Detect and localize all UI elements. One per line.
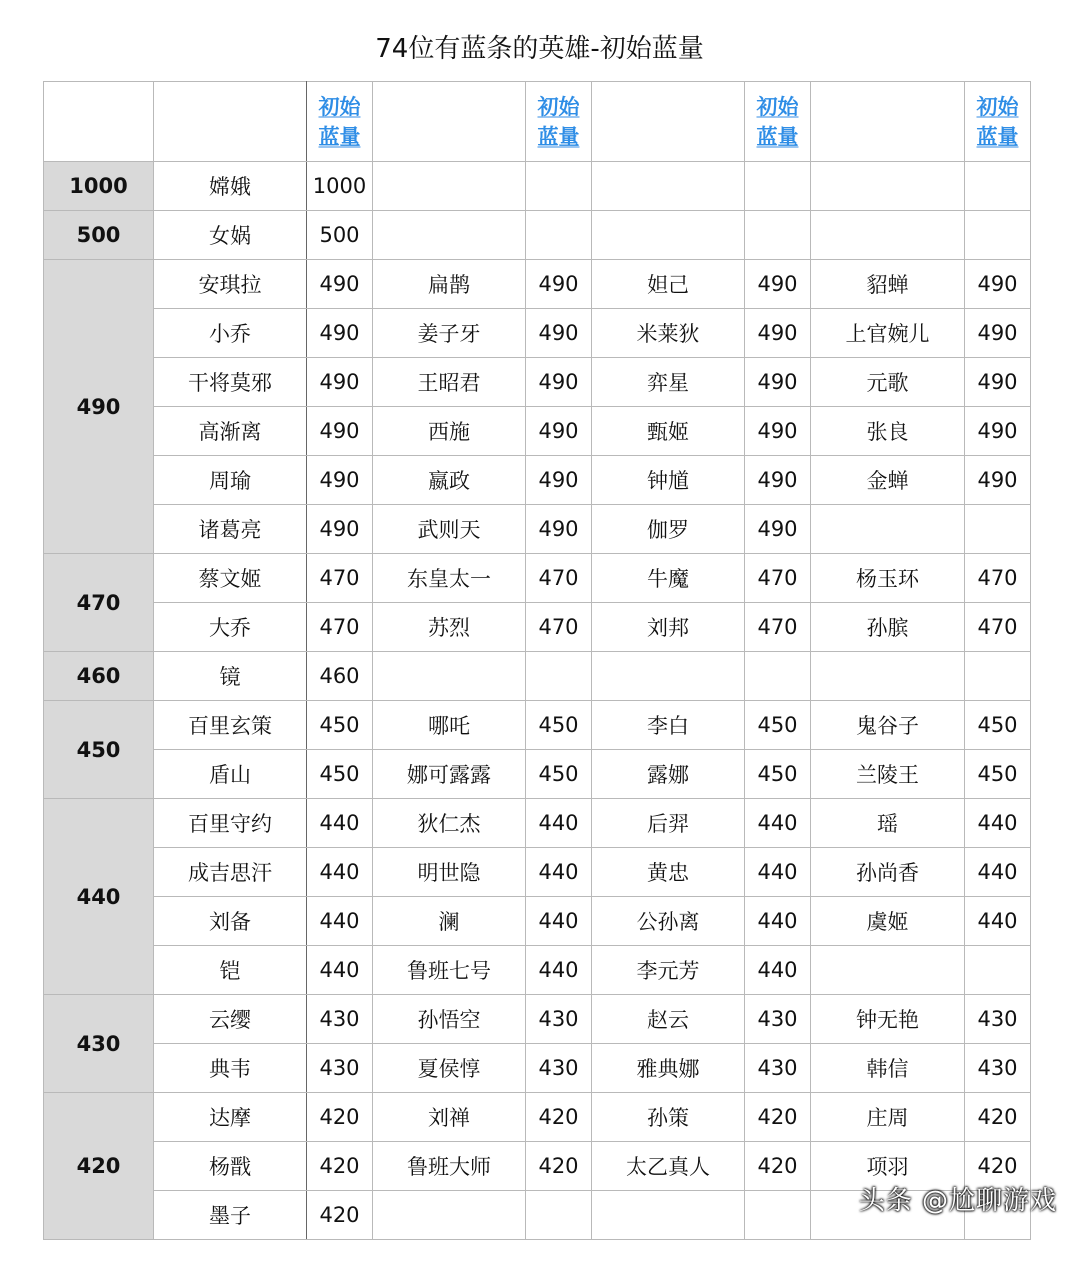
hero-mana-cell	[526, 211, 592, 260]
hero-mana-cell	[965, 946, 1031, 995]
hero-name-cell: 露娜	[592, 750, 745, 799]
hero-mana-cell: 440	[745, 946, 811, 995]
mana-group-label: 440	[44, 799, 154, 995]
hero-mana-cell	[965, 162, 1031, 211]
hero-mana-cell: 1000	[307, 162, 373, 211]
hero-mana-cell: 430	[745, 1044, 811, 1093]
hero-mana-cell: 420	[745, 1142, 811, 1191]
hero-name-cell: 孙策	[592, 1093, 745, 1142]
hero-name-cell: 哪吒	[373, 701, 526, 750]
hero-name-cell: 张良	[811, 407, 965, 456]
header-empty-cell	[373, 82, 526, 162]
table-row	[44, 554, 1031, 603]
hero-name-cell: 庄周	[811, 1093, 965, 1142]
hero-mana-cell: 450	[965, 750, 1031, 799]
hero-mana-cell: 440	[526, 946, 592, 995]
hero-mana-cell: 440	[307, 848, 373, 897]
hero-mana-cell	[745, 162, 811, 211]
watermark: 头条 @尬聊游戏	[858, 1186, 1057, 1216]
hero-name-cell: 杨戬	[154, 1142, 307, 1191]
hero-name-cell: 杨玉环	[811, 554, 965, 603]
hero-mana-cell: 440	[745, 799, 811, 848]
hero-name-cell: 狄仁杰	[373, 799, 526, 848]
hero-name-cell: 镜	[154, 652, 307, 701]
mana-group-label: 430	[44, 995, 154, 1093]
table-row	[44, 456, 1031, 505]
hero-mana-cell: 490	[526, 505, 592, 554]
table-row	[44, 1093, 1031, 1142]
hero-name-cell: 孙尚香	[811, 848, 965, 897]
table-row	[44, 162, 1031, 211]
hero-mana-cell	[745, 1191, 811, 1240]
hero-name-cell: 元歌	[811, 358, 965, 407]
hero-name-cell: 李元芳	[592, 946, 745, 995]
hero-name-cell: 大乔	[154, 603, 307, 652]
hero-name-cell: 项羽	[811, 1142, 965, 1191]
hero-name-cell: 伽罗	[592, 505, 745, 554]
hero-mana-cell: 490	[526, 260, 592, 309]
hero-mana-cell	[526, 652, 592, 701]
hero-name-cell: 典韦	[154, 1044, 307, 1093]
table-row	[44, 848, 1031, 897]
hero-name-cell: 兰陵王	[811, 750, 965, 799]
hero-name-cell: 墨子	[154, 1191, 307, 1240]
hero-name-cell	[592, 652, 745, 701]
hero-mana-cell: 490	[526, 456, 592, 505]
mana-group-label: 490	[44, 260, 154, 554]
hero-mana-cell: 440	[307, 799, 373, 848]
header-row	[44, 82, 1031, 162]
hero-mana-cell: 450	[526, 750, 592, 799]
hero-mana-cell: 490	[307, 358, 373, 407]
hero-mana-cell: 440	[307, 897, 373, 946]
hero-mana-cell: 490	[965, 309, 1031, 358]
hero-name-cell: 瑶	[811, 799, 965, 848]
header-empty-cell	[154, 82, 307, 162]
hero-name-cell: 牛魔	[592, 554, 745, 603]
hero-name-cell: 貂蝉	[811, 260, 965, 309]
hero-mana-cell: 440	[965, 799, 1031, 848]
hero-mana-cell: 440	[526, 897, 592, 946]
table-row	[44, 995, 1031, 1044]
hero-mana-cell: 420	[307, 1142, 373, 1191]
hero-mana-cell: 470	[965, 603, 1031, 652]
hero-name-cell	[592, 162, 745, 211]
hero-mana-cell: 440	[745, 848, 811, 897]
hero-mana-cell: 430	[526, 995, 592, 1044]
hero-mana-cell: 420	[965, 1093, 1031, 1142]
hero-mana-cell: 430	[965, 1044, 1031, 1093]
hero-mana-cell: 470	[307, 554, 373, 603]
hero-mana-cell: 490	[965, 260, 1031, 309]
table-row	[44, 260, 1031, 309]
header-empty-cell	[811, 82, 965, 162]
table-row	[44, 505, 1031, 554]
table-row	[44, 309, 1031, 358]
mana-group-label: 1000	[44, 162, 154, 211]
hero-mana-cell: 430	[307, 1044, 373, 1093]
hero-name-cell: 太乙真人	[592, 1142, 745, 1191]
hero-mana-cell: 460	[307, 652, 373, 701]
header-empty-cell	[44, 82, 154, 162]
mana-header: 初始 蓝量	[965, 82, 1031, 162]
hero-name-cell: 高渐离	[154, 407, 307, 456]
hero-name-cell: 虞姬	[811, 897, 965, 946]
hero-mana-cell: 490	[745, 260, 811, 309]
hero-mana-cell: 470	[745, 603, 811, 652]
mana-group-label: 450	[44, 701, 154, 799]
hero-name-cell: 周瑜	[154, 456, 307, 505]
hero-name-cell: 李白	[592, 701, 745, 750]
hero-mana-cell: 430	[307, 995, 373, 1044]
hero-name-cell: 诸葛亮	[154, 505, 307, 554]
hero-name-cell: 甄姬	[592, 407, 745, 456]
mana-group-label: 500	[44, 211, 154, 260]
hero-name-cell: 百里守约	[154, 799, 307, 848]
hero-mana-cell	[965, 505, 1031, 554]
hero-name-cell: 米莱狄	[592, 309, 745, 358]
hero-mana-cell: 420	[307, 1191, 373, 1240]
hero-name-cell: 云缨	[154, 995, 307, 1044]
table-row	[44, 750, 1031, 799]
hero-mana-cell: 420	[745, 1093, 811, 1142]
table-row	[44, 701, 1031, 750]
hero-name-cell: 娜可露露	[373, 750, 526, 799]
hero-name-cell: 蔡文姬	[154, 554, 307, 603]
hero-name-cell	[811, 211, 965, 260]
mana-header: 初始 蓝量	[307, 82, 373, 162]
table-row	[44, 652, 1031, 701]
hero-name-cell: 嫦娥	[154, 162, 307, 211]
hero-name-cell	[592, 211, 745, 260]
hero-name-cell: 上官婉儿	[811, 309, 965, 358]
hero-mana-cell: 430	[745, 995, 811, 1044]
hero-name-cell: 成吉思汗	[154, 848, 307, 897]
hero-name-cell: 西施	[373, 407, 526, 456]
hero-name-cell: 女娲	[154, 211, 307, 260]
hero-mana-cell	[965, 211, 1031, 260]
table-row	[44, 603, 1031, 652]
hero-name-cell: 百里玄策	[154, 701, 307, 750]
hero-name-cell: 扁鹊	[373, 260, 526, 309]
hero-name-cell: 孙膑	[811, 603, 965, 652]
hero-mana-cell: 490	[965, 456, 1031, 505]
hero-name-cell: 明世隐	[373, 848, 526, 897]
hero-name-cell: 苏烈	[373, 603, 526, 652]
hero-name-cell: 钟馗	[592, 456, 745, 505]
hero-name-cell: 鬼谷子	[811, 701, 965, 750]
hero-mana-cell: 450	[526, 701, 592, 750]
table-row	[44, 211, 1031, 260]
hero-mana-cell: 470	[526, 554, 592, 603]
header-empty-cell	[592, 82, 745, 162]
hero-name-cell: 孙悟空	[373, 995, 526, 1044]
hero-name-cell: 干将莫邪	[154, 358, 307, 407]
hero-name-cell: 弈星	[592, 358, 745, 407]
hero-name-cell	[811, 162, 965, 211]
page-title: 74位有蓝条的英雄-初始蓝量	[375, 34, 704, 64]
hero-mana-cell: 450	[745, 701, 811, 750]
mana-group-label: 470	[44, 554, 154, 652]
hero-mana-cell: 440	[965, 897, 1031, 946]
hero-mana-cell: 490	[745, 407, 811, 456]
hero-name-cell: 盾山	[154, 750, 307, 799]
hero-mana-cell: 490	[307, 407, 373, 456]
hero-name-cell: 东皇太一	[373, 554, 526, 603]
hero-name-cell: 达摩	[154, 1093, 307, 1142]
hero-mana-cell: 490	[965, 407, 1031, 456]
hero-name-cell: 后羿	[592, 799, 745, 848]
hero-mana-cell: 440	[307, 946, 373, 995]
hero-name-cell: 嬴政	[373, 456, 526, 505]
hero-mana-cell: 440	[526, 799, 592, 848]
hero-mana-cell: 490	[526, 407, 592, 456]
hero-mana-cell	[526, 1191, 592, 1240]
hero-name-cell: 妲己	[592, 260, 745, 309]
hero-mana-table	[43, 81, 1031, 1240]
hero-name-cell: 澜	[373, 897, 526, 946]
hero-name-cell: 小乔	[154, 309, 307, 358]
table-row	[44, 1044, 1031, 1093]
hero-mana-cell: 490	[307, 456, 373, 505]
hero-mana-cell: 470	[526, 603, 592, 652]
hero-name-cell	[811, 946, 965, 995]
hero-mana-cell: 490	[745, 358, 811, 407]
hero-mana-cell: 470	[965, 554, 1031, 603]
hero-mana-cell: 420	[307, 1093, 373, 1142]
hero-name-cell: 武则天	[373, 505, 526, 554]
hero-mana-cell: 490	[745, 456, 811, 505]
hero-mana-cell: 500	[307, 211, 373, 260]
hero-name-cell: 铠	[154, 946, 307, 995]
mana-group-label: 460	[44, 652, 154, 701]
hero-mana-cell: 490	[526, 358, 592, 407]
hero-mana-cell: 440	[745, 897, 811, 946]
mana-header: 初始 蓝量	[526, 82, 592, 162]
hero-name-cell	[373, 1191, 526, 1240]
hero-name-cell: 安琪拉	[154, 260, 307, 309]
hero-mana-cell	[965, 652, 1031, 701]
table-row	[44, 358, 1031, 407]
hero-mana-cell: 420	[526, 1142, 592, 1191]
hero-name-cell: 赵云	[592, 995, 745, 1044]
hero-mana-cell: 450	[307, 750, 373, 799]
hero-mana-cell: 430	[965, 995, 1031, 1044]
hero-name-cell: 刘禅	[373, 1093, 526, 1142]
hero-mana-cell: 420	[965, 1142, 1031, 1191]
hero-name-cell	[373, 211, 526, 260]
hero-mana-cell	[745, 211, 811, 260]
hero-mana-cell: 490	[307, 309, 373, 358]
hero-name-cell	[373, 652, 526, 701]
hero-name-cell: 金蝉	[811, 456, 965, 505]
table-row	[44, 946, 1031, 995]
table-row	[44, 407, 1031, 456]
hero-mana-cell: 420	[526, 1093, 592, 1142]
hero-mana-cell: 450	[307, 701, 373, 750]
hero-mana-cell: 440	[526, 848, 592, 897]
hero-name-cell	[811, 652, 965, 701]
hero-name-cell: 韩信	[811, 1044, 965, 1093]
hero-name-cell: 黄忠	[592, 848, 745, 897]
mana-header: 初始 蓝量	[745, 82, 811, 162]
hero-mana-cell: 490	[307, 260, 373, 309]
hero-mana-cell: 470	[745, 554, 811, 603]
hero-name-cell	[592, 1191, 745, 1240]
hero-name-cell: 王昭君	[373, 358, 526, 407]
hero-name-cell: 夏侯惇	[373, 1044, 526, 1093]
hero-name-cell	[373, 162, 526, 211]
hero-mana-cell: 430	[526, 1044, 592, 1093]
hero-name-cell: 公孙离	[592, 897, 745, 946]
hero-name-cell: 刘备	[154, 897, 307, 946]
mana-group-label: 420	[44, 1093, 154, 1240]
hero-mana-cell: 490	[745, 309, 811, 358]
hero-mana-cell	[745, 652, 811, 701]
hero-mana-cell	[526, 162, 592, 211]
hero-name-cell: 鲁班大师	[373, 1142, 526, 1191]
hero-mana-cell: 490	[307, 505, 373, 554]
hero-mana-cell: 470	[307, 603, 373, 652]
hero-name-cell: 刘邦	[592, 603, 745, 652]
hero-mana-cell: 490	[745, 505, 811, 554]
hero-name-cell: 鲁班七号	[373, 946, 526, 995]
hero-mana-cell: 450	[745, 750, 811, 799]
hero-name-cell: 姜子牙	[373, 309, 526, 358]
hero-mana-cell: 440	[965, 848, 1031, 897]
table-row	[44, 897, 1031, 946]
hero-name-cell: 钟无艳	[811, 995, 965, 1044]
hero-mana-cell: 490	[526, 309, 592, 358]
hero-name-cell: 雅典娜	[592, 1044, 745, 1093]
hero-mana-cell: 450	[965, 701, 1031, 750]
table-row	[44, 799, 1031, 848]
hero-name-cell	[811, 505, 965, 554]
hero-mana-cell: 490	[965, 358, 1031, 407]
